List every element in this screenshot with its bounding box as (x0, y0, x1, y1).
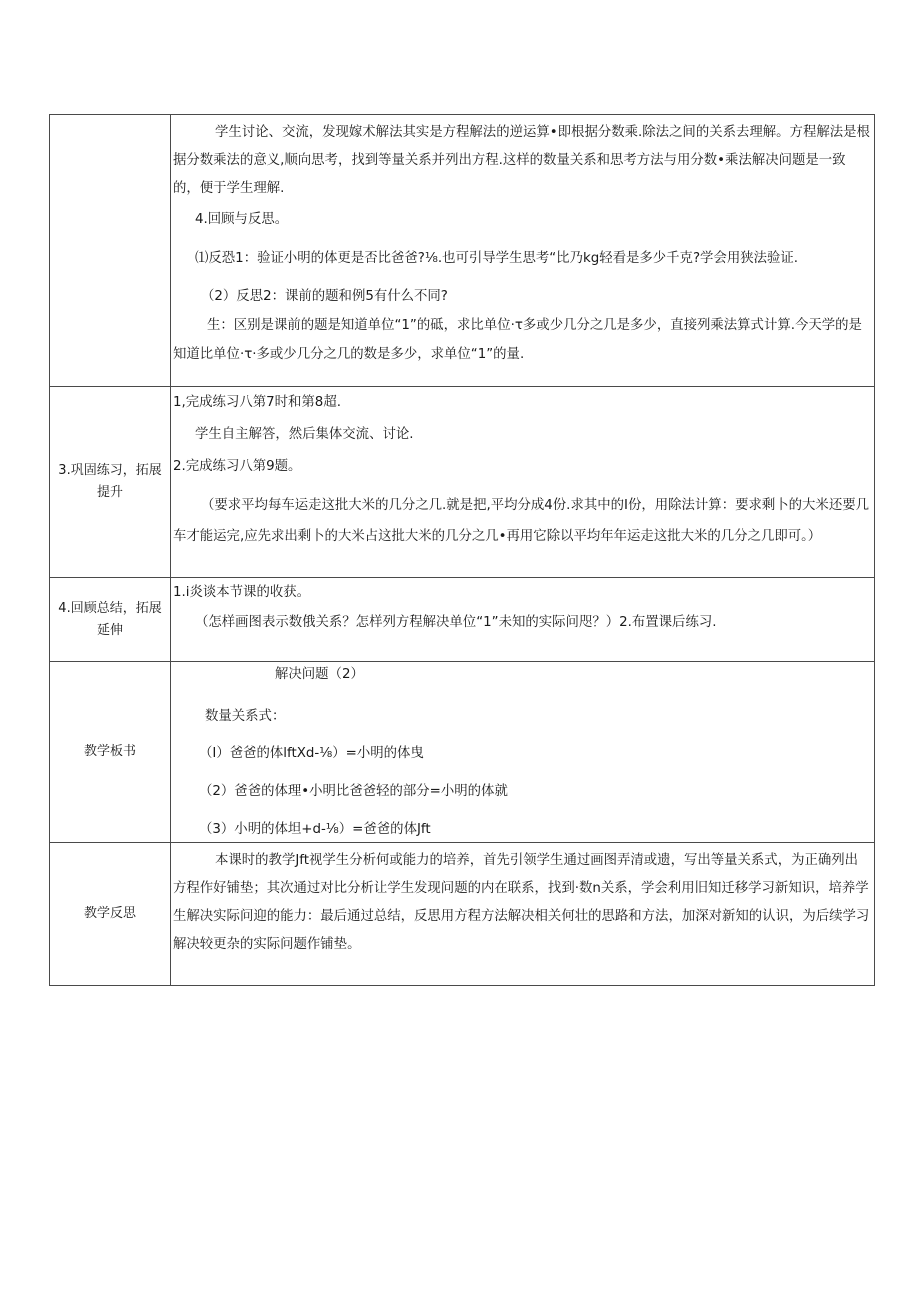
exercise-9: 2.完成练习八第9题。 (173, 459, 302, 474)
lesson-plan-table (49, 114, 875, 986)
board-formula-2: （2）爸爸的体理•小明比爸爸轻的部分=小明的体就 (199, 784, 508, 799)
board-subtitle: 数量关系式： (205, 709, 286, 724)
board-formula-1: （I）爸爸的体lftXd-⅛）=小明的体曳 (199, 746, 424, 761)
reflection-1: ⑴反恐1：验证小明的体更是否比爸爸?⅛.也可引导学生思考“比乃kg轻看是多少千克?学会用狭法验证. (195, 251, 799, 266)
board-formula-3: （3）小明的体坦+d-⅛）=爸爸的体Jft (199, 822, 431, 837)
row-content-reflection (171, 843, 875, 986)
reflection-2: （2）反思2：课前的题和例5有什么不同? (201, 289, 448, 304)
self-solve-note: 学生自主解答，然后集体交流、讨论. (195, 427, 414, 442)
row-summary (50, 578, 875, 662)
summary-harvest: 1.i炎谈本节课的收获。 (173, 585, 311, 600)
board-title: 解决问题（2） (275, 667, 364, 682)
row-content-summary (171, 578, 875, 662)
row-content-board (171, 662, 875, 843)
row-consolidate (50, 387, 875, 578)
row-content-consolidate (171, 387, 875, 578)
row-reflection (50, 843, 875, 986)
exercise-7-8: 1,完成练习八第7时和第8超. (173, 395, 341, 410)
student-answer: 生：区别是课前的题是知道单位“1”的砥，求比单位·τ多或少几分之几是多少，直接列乘法算式计算.今天学的是知道比单位·τ·多或少几分之几的数是多少，求单位“1”的量. (173, 318, 862, 362)
row-label-summary: 4.回顾总结，拓展 延伸 (50, 578, 171, 662)
reflection-paragraph: 本课时的教学Jft视学生分析何或能力的培养，首先引领学生通过画图弄清或遗，写出等量关系式，为正确列出方程作好铺垫；其次通过对比分析让学生发现问题的内在联系，找到·数n关系，学会利用旧知迁移学习新知识，培养学生解决实际问迎的能力：最后通过总结，反思用方程方法解决相关何壮的思路和方法，加深对新知的认识，为后续学习解决较更杂的实际问题作铺垫。 (173, 853, 870, 952)
exercise-9-explanation: （要求平均每车运走这批大米的几分之几.就是把,平均分成4份.求其中的I份，用除法计算：要求剩卜的大米还要几车才能运完,应先求出剩卜的大米占这批大米的几分之几•再用它除以平均年年运走这批大米的几分之几即可。） (173, 498, 869, 544)
discussion-paragraph: 学生讨论、交流，发现嫁术解法其实是方程解法的逆运算•即根据分数乘.除法之间的关系去理解。方程解法是根据分数乘法的意义,顺向思考，找到等量关系并列出方程.这样的数量关系和思考方法与用分数•乘法解决问题是一致的，便于学生理解. (173, 125, 870, 196)
row-label-consolidate: 3.巩固练习，拓展 提升 (50, 387, 171, 578)
row-label-reflection: 教学反思 (50, 843, 171, 986)
row-label-discussion (50, 115, 171, 387)
row-board (50, 662, 875, 843)
summary-questions: （怎样画图表示数俄关系？怎样列方程解决单位“1”未知的实际问咫？）2.布置课后练习. (195, 615, 717, 630)
row-content-discussion (171, 115, 875, 387)
row-label-board: 教学板书 (50, 662, 171, 843)
row-discussion (50, 115, 875, 387)
review-heading: 4.回顾与反思。 (195, 212, 289, 227)
